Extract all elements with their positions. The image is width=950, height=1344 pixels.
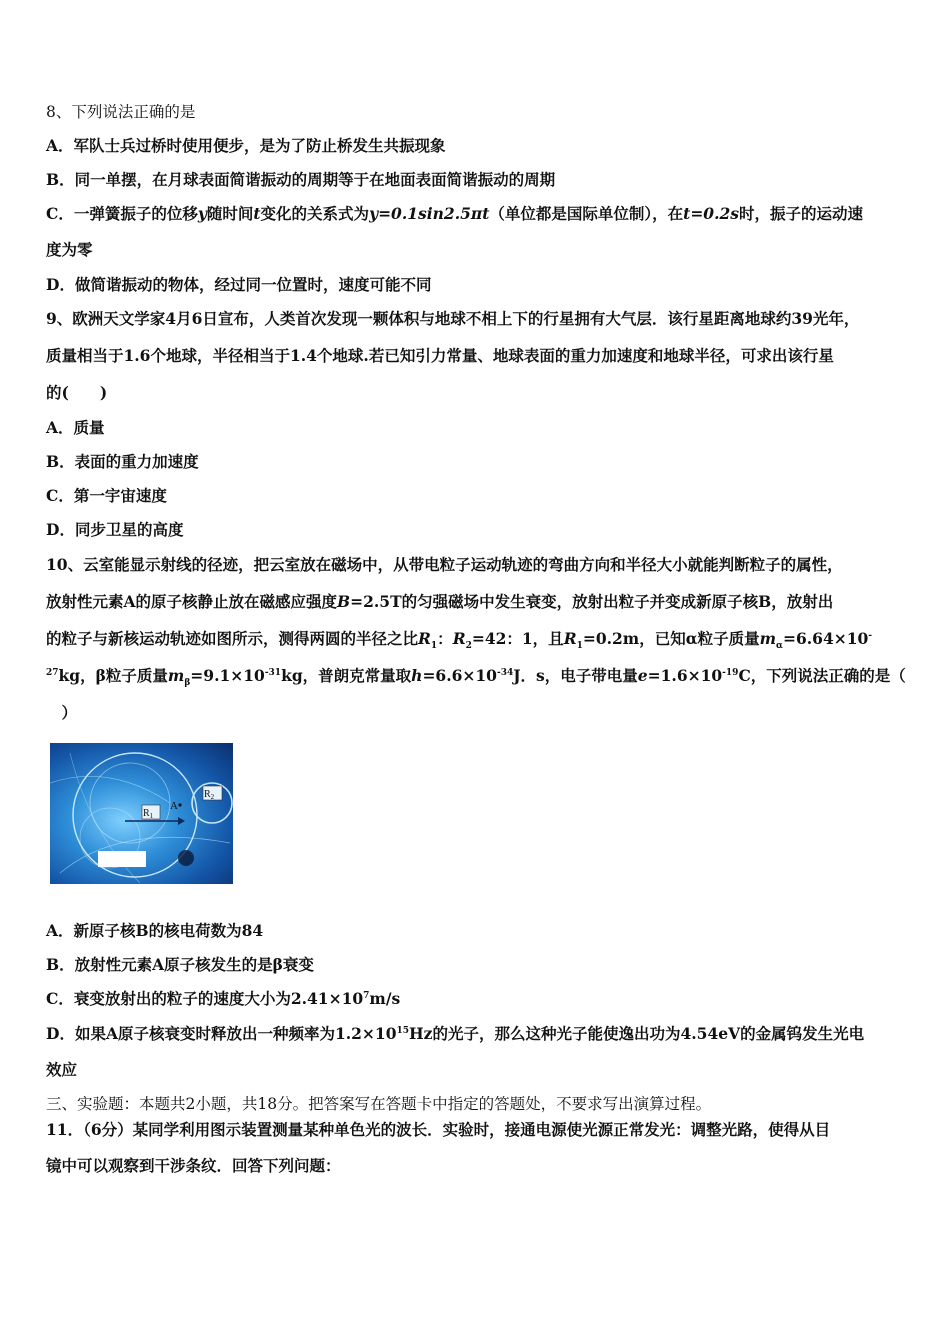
q10-option-c: C．衰变放射出的粒子的速度大小为$2.41\times 10^7m/s$ bbox=[46, 989, 401, 1008]
track-drawing bbox=[50, 743, 233, 884]
q9-stem-line-2: 质量相当于1.6个地球，半径相当于1.4个地球.若已知引力常量、地球表面的重力加速度和地球半径，可求出该行星 bbox=[46, 346, 834, 365]
q10-option-d-continued: 效应 bbox=[46, 1060, 78, 1079]
section-3-heading: 三、实验题：本题共2小题，共18分。把答案写在答题卡中指定的答题处，不要求写出演算过程。 bbox=[46, 1095, 712, 1113]
q9-option-c: C．第一宇宙速度 bbox=[46, 486, 167, 505]
q9-stem-line-3: 的( ) bbox=[46, 383, 108, 402]
q10-option-d: D．如果A原子核衰变时释放出一种频率为$1.2\times 10^{15}Hz$的光子，那么这种光子能使逸出功为4.54eV的金属钨发生光电 bbox=[46, 1024, 865, 1043]
q8-option-d: D．做简谐振动的物体，经过同一位置时，速度可能不同 bbox=[46, 275, 432, 294]
q10-option-b: B．放射性元素A原子核发生的是β衰变 bbox=[46, 955, 314, 974]
q9-option-d: D．同步卫星的高度 bbox=[46, 520, 184, 539]
q10-stem-line-1: 10、云室能显示射线的径迹，把云室放在磁场中，从带电粒子运动轨迹的弯曲方向和半径大小就能判断粒子的属性， bbox=[46, 555, 843, 574]
label-r1: $R_1$ bbox=[143, 808, 154, 820]
q8-stem: 8、下列说法正确的是 bbox=[46, 103, 196, 121]
q8-option-b: B．同一单摆，在月球表面简谐振动的周期等于在地面表面简谐振动的周期 bbox=[46, 170, 556, 189]
q8-option-a: A．军队士兵过桥时使用便步，是为了防止桥发生共振现象 bbox=[46, 136, 446, 155]
q10-stem-line-4: $^{27}$kg，β粒子质量$m_\beta=9.1\times 10^{-31}kg$，普朗克常量取$h=6.6\times 10^{-34}J$．s，电子带电量$e=1.6\times 10^{-19}C$，下列说法正确的是（ bbox=[46, 666, 906, 689]
q10-stem-line-2: 放射性元素A的原子核静止放在磁感应强度B=2.5T的匀强磁场中发生衰变，放射出粒子并变成新原子核B，放射出 bbox=[46, 592, 834, 611]
nucleus-dot bbox=[178, 803, 181, 806]
q11-stem-line-2: 镜中可以观察到干涉条纹．回答下列问题： bbox=[46, 1156, 341, 1175]
cloud-chamber-figure bbox=[50, 743, 233, 884]
q9-option-b: B．表面的重力加速度 bbox=[46, 452, 199, 471]
q9-stem-line-1: 9、欧洲天文学家4月6日宣布，人类首次发现一颗体积与地球不相上下的行星拥有大气层．该行星距离地球约39光年， bbox=[46, 309, 860, 328]
q8-option-c-continued: 度为零 bbox=[46, 240, 93, 259]
white-patch bbox=[98, 851, 146, 867]
label-r2: $R_2$ bbox=[204, 789, 215, 801]
q10-stem-line-3: 的粒子与新核运动轨迹如图所示，测得两圆的半径之比$R_1$：$R_2=42$：1，且$R_1=0.2m$，已知α粒子质量$m_\alpha=6.64\times 10^-$ bbox=[46, 629, 873, 652]
label-a: A bbox=[170, 800, 178, 812]
q10-option-a: A．新原子核B的核电荷数为84 bbox=[46, 921, 264, 940]
q8-option-c: C．一弹簧振子的位移y随时间t变化的关系式为y=0.1sin2.5πt（单位都是国际单位制），在t=0.2s时，振子的运动速 bbox=[46, 204, 864, 223]
q9-option-a: A．质量 bbox=[46, 418, 105, 437]
q11-stem-line-1: 11．（6分）某同学利用图示装置测量某种单色光的波长．实验时，接通电源使光源正常发光：调整光路，使得从目 bbox=[46, 1120, 831, 1139]
q10-stem-line-5: ） bbox=[46, 703, 78, 722]
